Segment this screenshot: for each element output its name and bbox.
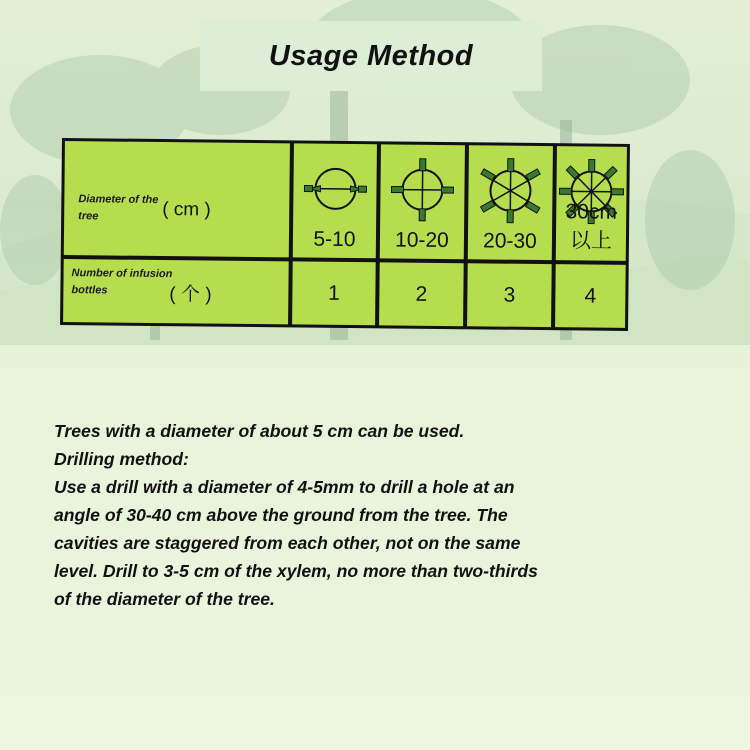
bottle-count-1: 1 [327,281,340,305]
bottle-count-2: 2 [415,282,428,306]
diameter-range-3: 20-30 [482,229,537,253]
diameter-range-2: 10-20 [394,228,449,253]
bottles-column-2 [379,262,464,326]
diameter-column-4 [556,146,627,261]
description-line: level. Drill to 3-5 cm of the xylem, no more than two-thirds [54,561,538,581]
diameter-column-3 [468,145,553,260]
description-line: angle of 30-40 cm above the ground from the tree. The [54,505,508,525]
diameter-column-2 [380,144,465,259]
description-line: cavities are staggered from each other, not on the same [54,533,521,553]
bottles-column-4 [555,264,626,328]
diameter-label: Diameter of the tree [78,193,159,223]
bottles-unit: ( 个 ) [169,284,212,306]
bottles-label: Number of infusion bottles [71,267,173,297]
diameter-range-4: 30cm以上 [565,200,618,253]
bottle-count-4: 4 [584,284,597,308]
three-hole-trunk-icon [477,157,544,224]
description-line: of the diameter of the tree. [54,589,275,609]
diameter-label-cell [64,141,290,257]
page-title: Usage Method [268,39,474,72]
usage-description [54,417,734,613]
description-line: Trees with a diameter of about 5 cm can be used. [54,421,465,441]
one-hole-trunk-icon [302,156,369,223]
description-line: Use a drill with a diameter of 4-5mm to drill a hole at an [54,477,515,497]
bottles-column-3 [467,263,552,327]
bottles-column-1 [292,261,376,325]
diameter-unit: ( cm ) [162,199,211,221]
usage-table [60,138,630,331]
title-banner [200,21,542,91]
diameter-range-1: 5-10 [313,227,356,252]
diameter-column-1 [293,143,377,258]
bottles-label-cell [63,259,289,324]
description-line: Drilling method: [54,449,189,469]
bottle-count-3: 3 [503,283,516,307]
two-hole-trunk-icon [389,156,456,223]
